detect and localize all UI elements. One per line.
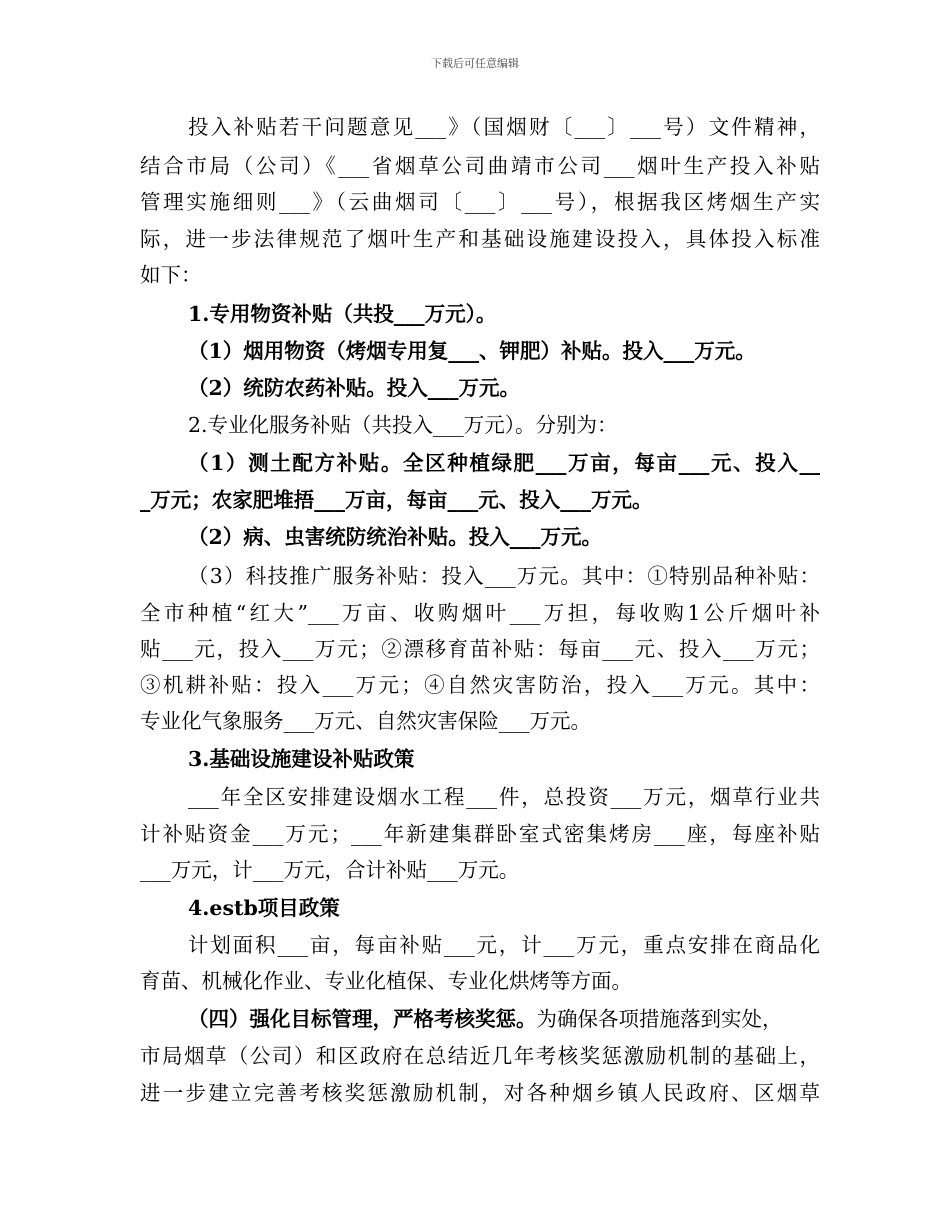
paragraph-line: 专业化气象服务___万元、自然灾害保险___万元。 [140,709,591,733]
paragraph-line: 全市种植“红大”___万亩、收购烟叶___万担，每收购1公斤烟叶补 [140,601,820,625]
paragraph-line: ___万元，计___万元，合计补贴___万元。 [140,858,520,882]
paragraph-line: 管理实施细则___》（云曲烟司〔___〕___号），根据我区烤烟生产实 [140,190,820,214]
subsection-heading: （1）烟用物资（烤烟专用复___、钾肥）补贴。投入___万元。 [188,339,756,363]
paragraph-line: ___年全区安排建设烟水工程___件，总投资___万元，烟草行业共 [188,785,820,809]
section-heading: 4.estb项目政策 [188,896,340,920]
section-heading: 3.基础设施建设补贴政策 [188,747,415,771]
paragraph-line: 如下： [140,263,202,287]
paragraph-line: 进一步建立完善考核奖惩激励机制，对各种烟乡镇人民政府、区烟草 [140,1081,820,1105]
section-heading: 1.专用物资补贴（共投___万元）。 [188,302,497,326]
paragraph-text: 为确保各项措施落到实处， [536,1007,783,1031]
section-heading: 2.专业化服务补贴（共投入___万元）。分别为： [188,413,618,437]
paragraph-line: 市局烟草（公司）和区政府在总结近几年考核奖惩激励机制的基础上， [140,1044,820,1068]
paragraph-line: 际，进一步法律规范了烟叶生产和基础设施建设投入，具体投入标准 [140,227,820,251]
paragraph-line: （3）科技推广服务补贴：投入___万元。其中：①特别品种补贴： [188,564,820,588]
paragraph-line: 结合市局（公司）《___省烟草公司曲靖市公司___烟叶生产投入补贴 [140,154,820,178]
subsection-heading: _万元；农家肥堆捂___万亩，每亩___元、投入___万元。 [140,488,653,512]
paragraph-line: 投入补贴若干问题意见___》（国烟财〔___〕___号）文件精神， [188,115,820,139]
subsection-heading: （2）病、虫害统防统治补贴。投入___万元。 [188,525,603,549]
subsection-heading: （1）测土配方补贴。全区种植绿肥___万亩，每亩___元、投入__ [188,451,820,475]
paragraph-line: 育苗、机械化作业、专业化植保、专业化烘烤等方面。 [140,969,632,993]
page-header: 下载后可任意编辑 [431,57,519,70]
section-heading-inline: （四）强化目标管理，严格考核奖惩。 [188,1007,537,1031]
paragraph-line: ③机耕补贴：投入___万元；④自然灾害防治，投入___万元。其中： [140,673,820,697]
paragraph-line: 计补贴资金___万元；___年新建集群卧室式密集烤房___座，每座补贴 [140,822,820,846]
paragraph-line [188,1006,820,1032]
subsection-heading: （2）统防农药补贴。投入___万元。 [188,376,521,400]
paragraph-line: 贴___元，投入___万元；②漂移育苗补贴：每亩___元、投入___万元； [140,637,820,661]
paragraph-line: 计划面积___亩，每亩补贴___元，计___万元，重点安排在商品化 [188,933,820,957]
